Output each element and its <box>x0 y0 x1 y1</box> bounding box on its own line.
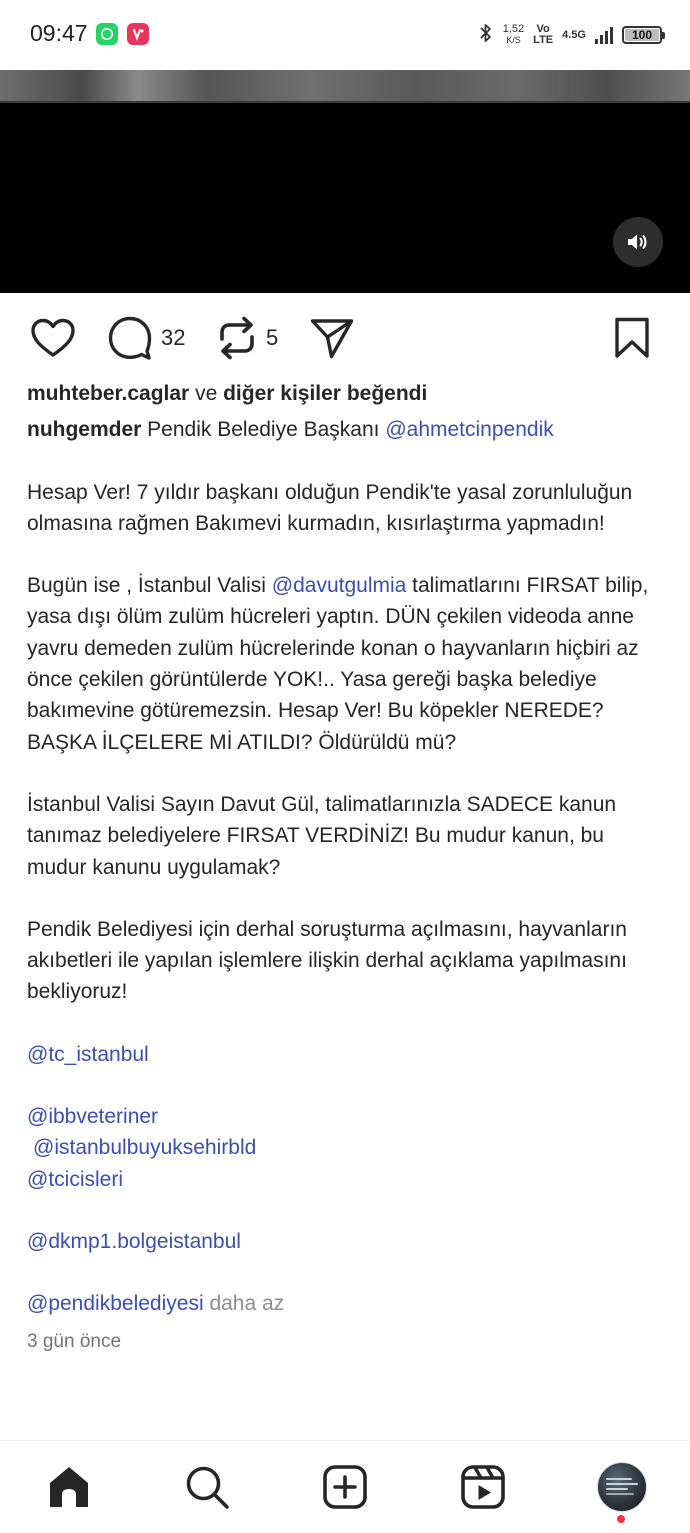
nav-create[interactable] <box>321 1463 369 1511</box>
post-video[interactable] <box>0 70 690 293</box>
battery-icon <box>622 26 662 44</box>
mention-link[interactable]: @dkmp1.bolgeistanbul <box>27 1229 241 1253</box>
nav-search[interactable] <box>183 1463 231 1511</box>
share-button[interactable] <box>309 312 355 364</box>
mention-line <box>27 1164 667 1195</box>
search-icon <box>184 1464 230 1510</box>
bluetooth-icon <box>478 22 494 49</box>
mention-link[interactable]: @tc_istanbul <box>27 1042 149 1066</box>
home-icon <box>46 1464 92 1510</box>
status-indicators <box>478 20 662 50</box>
mention-line <box>27 1039 667 1070</box>
comment-count: 32 <box>161 325 186 350</box>
post-timestamp: 3 gün önce <box>27 1330 122 1352</box>
network-speed <box>503 24 524 46</box>
send-icon <box>309 316 355 360</box>
volte-top: Vo <box>536 23 550 35</box>
status-bar <box>0 0 690 70</box>
network-speed-unit: K/S <box>506 35 521 45</box>
video-frame <box>0 70 690 103</box>
mention-text: ahmetcinpendik <box>406 418 554 442</box>
mention-line <box>27 1226 667 1257</box>
speaker-icon <box>626 231 650 253</box>
show-less-button[interactable]: daha az <box>209 1292 285 1316</box>
caption-paragraph: Hesap Ver! 7 yıldır başkanı olduğun Pendik'te yasal zorunluluğun olmasına rağmen Bakımevi kurmadın, kısırlaştırma yapmadın! <box>27 480 633 535</box>
caption-paragraph: İstanbul Valisi Sayın Davut Gül, talimatlarınızla SADECE kanun tanımaz belediyelere FIRSAT VERDİNİZ! Bu mudur kanun, bu mudur kanunu uygulamak? <box>27 792 617 879</box>
mention-line <box>27 1288 667 1319</box>
liked-by-line <box>27 378 667 409</box>
notification-app-icon <box>127 23 149 45</box>
mention-link[interactable]: @tcicisleri <box>27 1167 123 1191</box>
mute-button[interactable] <box>613 217 663 267</box>
battery-level: 100 <box>631 28 653 42</box>
comment-button[interactable] <box>107 312 185 364</box>
save-button[interactable] <box>612 312 652 364</box>
caption-paragraph: Pendik Belediyesi için derhal soruşturma açılmasını, hayvanların akıbetleri ile yapılan işlemlere ilişkin derhal açıklama yapılmasını bekliyoruz! <box>27 917 627 1004</box>
liked-by-others[interactable]: diğer kişiler beğendi <box>223 382 428 405</box>
mention-text: pendikbelediyesi <box>48 1292 204 1316</box>
bottom-nav <box>0 1440 690 1533</box>
heart-icon <box>30 317 76 359</box>
status-time: 09:47 <box>30 20 88 46</box>
nav-reels[interactable] <box>459 1463 507 1511</box>
mention-text: tc_istanbul <box>48 1042 149 1066</box>
mention-text: tcicisleri <box>48 1167 123 1191</box>
repost-icon <box>216 315 258 361</box>
mention-line <box>27 1101 667 1132</box>
profile-avatar[interactable] <box>597 1462 647 1512</box>
whatsapp-icon <box>96 23 118 45</box>
mention-text: dkmp1.bolgeistanbul <box>48 1229 241 1253</box>
mention-link[interactable]: @ahmetcinpendik <box>385 418 554 442</box>
volte-indicator <box>533 24 553 46</box>
comment-icon <box>107 315 153 361</box>
post-author[interactable]: nuhgemder <box>27 418 142 442</box>
post-content <box>27 378 667 1357</box>
mention-link[interactable]: @ibbveteriner <box>27 1105 159 1129</box>
caption-text: talimatlarını FIRSAT bilip, yasa dışı ölüm zulüm hücreleri yaptın. DÜN çekilen videoda anne yavru demeden zulüm hücrelerinde konan o hayvanların hiçbiri az önce çekilen görüntülerde YOK!.. Yasa gereği başka belediye bakımevine götüremezsin. Hesap Ver! Bu köpekler NEREDE? BAŞKA İLÇELERE Mİ ATILDI? Öldürüldü mü? <box>27 574 649 754</box>
like-button[interactable] <box>30 312 76 364</box>
mention-link[interactable]: @davutgulmia <box>271 574 407 598</box>
caption-first-line <box>27 414 667 445</box>
repost-button[interactable] <box>216 312 278 364</box>
caption-paragraph <box>27 570 667 758</box>
network-type: 4.5G <box>562 28 586 41</box>
caption-text: Bugün ise , İstanbul Valisi <box>27 574 272 598</box>
caption-intro: Pendik Belediye Başkanı <box>141 418 386 442</box>
signal-icon <box>595 26 613 44</box>
notification-dot <box>617 1515 625 1523</box>
repost-count: 5 <box>266 325 279 350</box>
liked-by-connector: ve <box>189 382 224 405</box>
nav-home[interactable] <box>45 1463 93 1511</box>
mention-text: ibbveteriner <box>48 1105 159 1129</box>
mention-text: istanbulbuyuksehirbld <box>54 1136 257 1160</box>
volte-bottom: LTE <box>533 34 554 46</box>
mention-link[interactable]: @pendikbelediyesi <box>27 1292 204 1316</box>
bookmark-icon <box>612 316 652 360</box>
mention-link[interactable]: @istanbulbuyuksehirbld <box>33 1136 257 1160</box>
liked-by-user[interactable]: muhteber.caglar <box>27 382 190 405</box>
mention-text: davutgulmia <box>293 574 407 598</box>
post-actions <box>0 312 690 364</box>
mention-line <box>27 1132 667 1163</box>
reels-icon <box>460 1464 506 1510</box>
create-icon <box>322 1464 368 1510</box>
network-speed-value: 1,52 <box>502 23 525 35</box>
